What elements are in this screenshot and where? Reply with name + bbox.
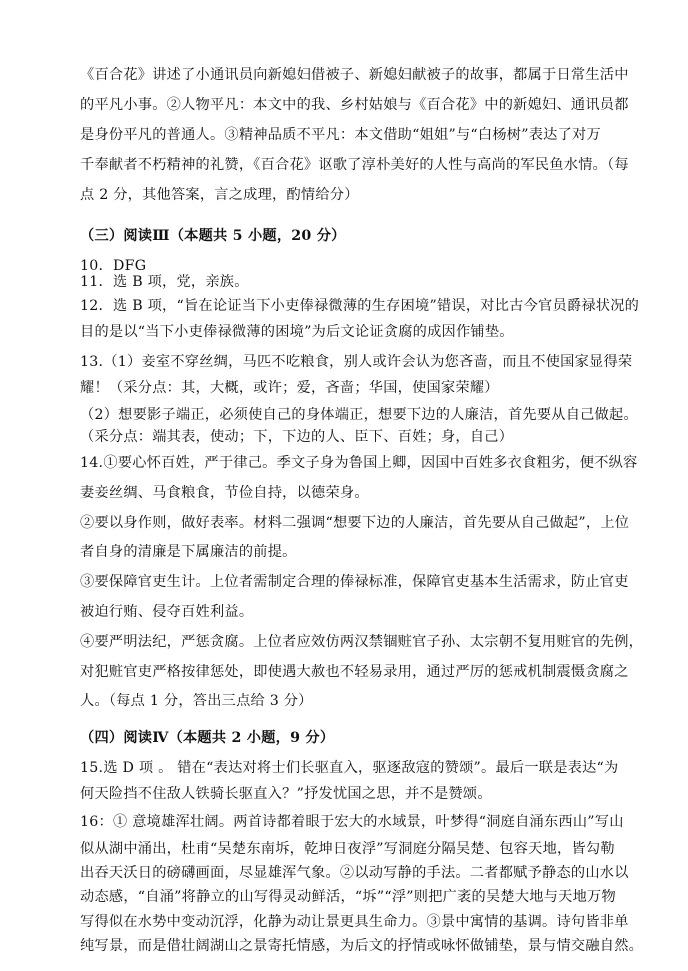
text-line: 人。（每点 1 分，答出三点给 3 分） bbox=[80, 693, 313, 709]
section-heading: （三）阅读Ⅲ（本题共 5 小题，20 分） bbox=[80, 228, 346, 244]
text-line: 者自身的清廉是下属廉洁的前提。 bbox=[80, 544, 297, 560]
text-line: ②要以身作则，做好表率。材料二强调“想要下边的人廉洁，首先要从自己做起”，上位 bbox=[80, 515, 630, 531]
text-line: 12．选 B 项，“旨在论证当下小吏俸禄微薄的生存困境”错误，对比古今官员爵禄状况的 bbox=[80, 298, 640, 314]
text-line: 的平凡小事。②人物平凡：本文中的我、乡村姑娘与《百合花》中的新媳妇、通讯员都 bbox=[80, 97, 629, 113]
text-line: 何天险挡不住敌人铁骑长驱直入？”抒发忧国之思，并不是赞颂。 bbox=[80, 786, 492, 802]
text-line: 目的是以“当下小吏俸禄微薄的困境”为后文论证贪腐的成因作铺垫。 bbox=[80, 324, 514, 340]
text-line: 动态感，“自涌”将静立的山写得灵动鲜活，“坼”“浮”则把广袤的吴楚大地与天地万物 bbox=[80, 889, 616, 905]
text-line: 16：① 意境雄浑壮阔。两首诗都着眼于宏大的水域景，叶梦得“洞庭自涌东西山”写山 bbox=[80, 814, 624, 830]
text-line: 对犯赃官吏严格按律惩处，即使遇大赦也不轻易录用，通过严厉的惩戒机制震慑贪腐之 bbox=[80, 664, 629, 680]
text-line: （采分点：端其表，使动；下，下边的人、臣下、百姓；身，自己） bbox=[80, 429, 514, 445]
text-line: 11．选 B 项，党，亲族。 bbox=[80, 274, 249, 290]
text-line: 出吞天沃日的磅礴画面，尽显雄浑气象。②以动写静的手法。二者都赋予静态的山水以 bbox=[80, 865, 629, 881]
text-line: 被迫行贿、侵夺百姓利益。 bbox=[80, 604, 254, 620]
text-line: 千奉献者不朽精神的礼赞，《百合花》讴歌了淳朴美好的人性与高尚的军民鱼水情。（每 bbox=[80, 157, 629, 173]
text-line: ④要严明法纪，严惩贪腐。上位者应效仿两汉禁锢赃官子孙、太宗朝不复用赃官的先例， bbox=[80, 634, 644, 650]
text-line: 13.（1）妾室不穿丝绸，马匹不吃粮食，别人或许会认为您吝啬，而且不使国家显得荣 bbox=[80, 354, 633, 370]
text-line: 14.①要心怀百姓，严于律己。季文子身为鲁国上卿，因国中百姓多衣食粗劣，便不纵容 bbox=[80, 455, 638, 471]
text-line: 似从湖中涌出，杜甫“吴楚东南坼，乾坤日夜浮”写洞庭分隔吴楚、包容天地，皆勾勒 bbox=[80, 841, 615, 857]
text-line: 耀！（采分点：其，大概，或许；爱，吝啬；华国，使国家荣耀） bbox=[80, 380, 499, 396]
text-line: 纯写景，而是借壮阔湖山之景寄托情感，为后文的抒情或咏怀做铺垫，景与情交融自然。 bbox=[80, 938, 644, 954]
text-line: 10．DFG bbox=[80, 258, 147, 274]
text-line: ③要保障官吏生计。上位者需制定合理的俸禄标准，保障官吏基本生活需求，防止官吏 bbox=[80, 574, 629, 590]
text-line: 是身份平凡的普通人。③精神品质不平凡：本文借助“姐姐”与“白杨树”表达了对万 bbox=[80, 127, 601, 143]
text-line: 妻妾丝绸、马食粮食，节俭自持，以德荣身。 bbox=[80, 485, 369, 501]
text-line: 点 2 分，其他答案，言之成理，酌情给分） bbox=[80, 187, 359, 203]
text-line: 《百合花》讲述了小通讯员向新媳妇借被子、新媳妇献被子的故事，都属于日常生活中 bbox=[80, 67, 629, 83]
text-line: （2）想要影子端正，必须使自己的身体端正，想要下边的人廉洁，首先要从自己做起。 bbox=[80, 407, 638, 423]
text-line: 写得似在水势中变动沉浮，化静为动让景更具生命力。③景中寓情的基调。诗句皆非单 bbox=[80, 914, 629, 930]
text-line: 15.选 D 项 。 错在“表达对将士们长驱直入，驱逐敌寇的赞颂”。最后一联是表达“为 bbox=[80, 760, 619, 776]
section-heading: （四）阅读Ⅳ（本题共 2 小题，9 分） bbox=[80, 730, 335, 746]
